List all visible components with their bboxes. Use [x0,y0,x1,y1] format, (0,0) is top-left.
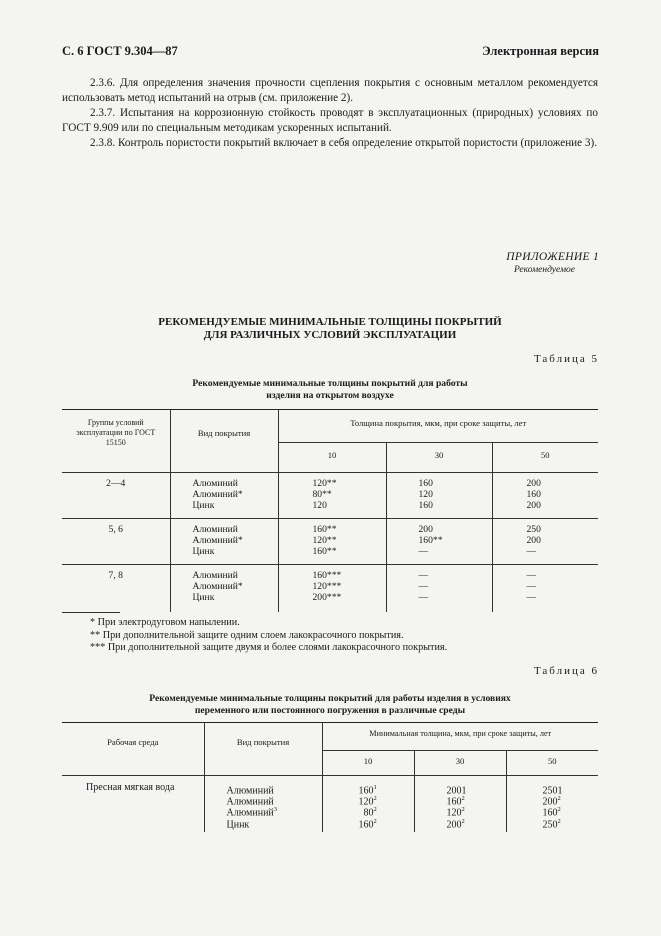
table6-header-medium: Рабочая среда [62,723,204,776]
table5-header-type: Вид покрытия [170,410,278,473]
table6-row1-types: Алюминий Алюминий Алюминий$^3$ Цинк [204,776,322,833]
table6-header-thickness: Минимальная толщина, мкм, при сроке защиты, лет [322,723,598,751]
table5-row2-y10: 160** 120** 160** [278,519,386,565]
table5-row1-group: 2—4 [62,473,170,519]
table-row [62,473,598,519]
table5-header-year-50: 50 [492,443,598,473]
appendix-title: ПРИЛОЖЕНИЕ 1 [506,251,599,263]
table6 [62,722,598,832]
appendix-heading [62,316,598,342]
table6-row1-medium: Пресная мягкая вода [62,776,204,833]
footnotes [62,617,447,655]
table5-row3-y50: — — — [526,570,537,604]
table5-row2-y30: 200 160** — [386,519,492,565]
table5-header-group: Группы условий эксплуатации по ГОСТ 15150 [62,410,170,473]
table5-row2-group: 5, 6 [62,519,170,565]
appendix-subtitle: Рекомендуемое [513,265,575,275]
page-header-left: С. 6 ГОСТ 9.304—87 [62,44,178,58]
table5-row3-y30: — — — [386,565,492,613]
table6-caption [62,693,598,717]
footnote-3: *** При дополнительной защите двумя и более слоями лакокрасочного покрытия. [90,642,448,653]
table5 [62,409,598,612]
table5-row2-y50: 250 200 — [492,519,598,565]
appendix-heading-line2: ДЛЯ РАЗЛИЧНЫХ УСЛОВИЙ ЭКСПЛУАТАЦИИ [203,329,457,341]
table5-label: Таблица 5 [533,353,599,365]
table5-header-year-10: 10 [278,443,386,473]
table5-row3-group: 7, 8 [62,565,170,613]
table6-header-year-50: 50 [506,751,598,776]
table6-header-type: Вид покрытия [204,723,322,776]
table5-row3-types: Алюминий Алюминий* Цинк [170,565,278,613]
table5-row2-types: Алюминий Алюминий* Цинк [170,519,278,565]
appendix-heading-line1: РЕКОМЕНДУЕМЫЕ МИНИМАЛЬНЫЕ ТОЛЩИНЫ ПОКРЫТИЙ [158,316,502,328]
table6-row1-y10: $160^1$ $120^2$ $80^2$ $160^2$ [322,776,414,833]
footnote-2: ** При дополнительной защите одним слоем лакокрасочного покрытия. [90,629,404,641]
table6-caption-line1: Рекомендуемые минимальные толщины покрытий для работы изделия в условиях [149,693,511,704]
table5-header-year-30: 30 [386,443,492,473]
table-row [62,776,598,833]
table5-caption-line1: Рекомендуемые минимальные толщины покрытий для работы [192,378,468,389]
table6-header-year-10: 10 [322,751,414,776]
table5-row1-y10: 120** 80** 120 [278,473,386,519]
table5-row1-types: Алюминий Алюминий* Цинк [170,473,278,519]
footnote-divider [62,612,120,613]
table5-row1-y50: 200 160 200 [492,473,598,519]
table-row [62,519,598,565]
table5-caption [62,378,598,402]
table6-header-year-30: 30 [414,751,506,776]
table5-caption-line2: изделия на открытом воздухе [266,390,394,401]
table6-row1-y50: 2501 $200^2$ $160^2$ $250^2$ [542,785,563,830]
table6-label: Таблица 6 [533,665,599,677]
page-header-right: Электронная версия [482,44,599,58]
table5-header-thickness: Толщина покрытия, мкм, при сроке защиты, лет [278,410,598,443]
paragraph-2-3-6: 2.3.6. Для определения значения прочности сцепления покрытия с основным металлом рекомендуется использовать метод испытаний на отрыв (см. приложение 2). [62,77,598,104]
table6-row1-y30: 2001 $160^2$ $120^2$ $200^2$ [414,776,506,833]
table5-row3-y10: 160*** 120*** 200*** [278,565,386,613]
table-row [62,565,598,613]
paragraph-2-3-8: 2.3.8. Контроль пористости покрытий включает в себя определение открытой пористости (приложение 3). [90,137,598,149]
table6-caption-line2: переменного или постоянного погружения в различные среды [194,705,466,716]
paragraph-2-3-7: 2.3.7. Испытания на коррозионную стойкость проводят в эксплуатационных (природных) условиях по ГОСТ 9.909 или по специальным методикам ускоренных испытаний. [62,107,598,134]
table5-row1-y30: 160 120 160 [386,473,492,519]
footnote-1: * При электродуговом напылении. [90,617,240,628]
